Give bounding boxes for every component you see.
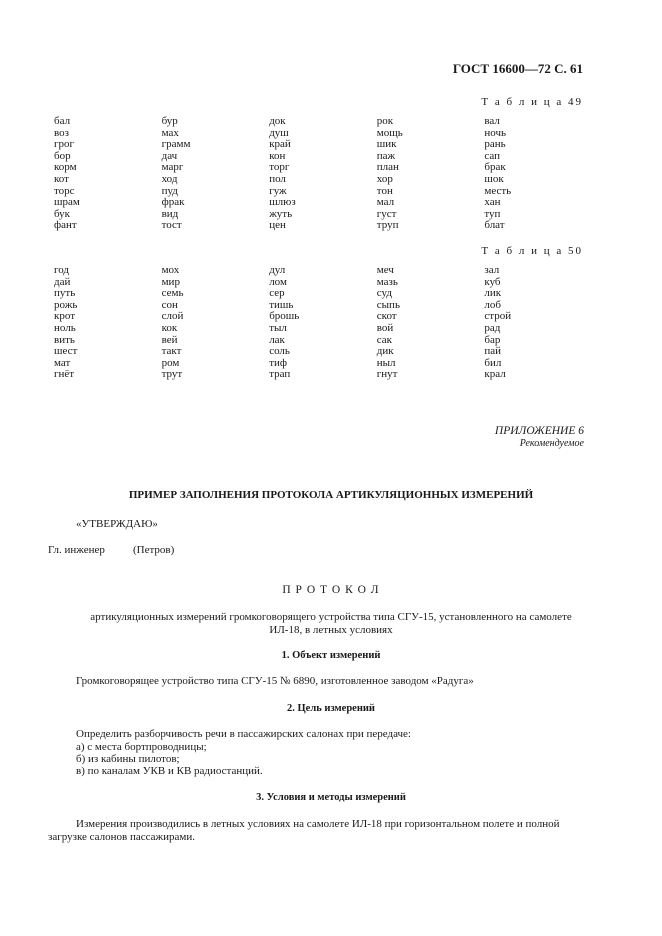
word-cell: сон bbox=[161, 298, 178, 311]
word-cell: ночь bbox=[484, 126, 507, 139]
word-cell: зал bbox=[484, 264, 500, 276]
word-cell: рань bbox=[484, 138, 506, 151]
word-cell: лоб bbox=[484, 298, 501, 311]
section-1-heading: 1. Объект измерений bbox=[281, 650, 381, 661]
word-cell: фант bbox=[54, 219, 77, 232]
word-cell: шест bbox=[54, 345, 78, 358]
table-row bbox=[54, 369, 594, 381]
word-cell: тост bbox=[161, 219, 182, 232]
table-row bbox=[54, 323, 594, 335]
word-cell: цен bbox=[269, 219, 286, 232]
table-row bbox=[54, 174, 594, 186]
engineer-label: Гл. инженер bbox=[48, 544, 105, 556]
word-cell: густ bbox=[376, 207, 397, 220]
word-cell: план bbox=[376, 161, 399, 174]
section-3-text-line1: Измерения производились в летных условиях на самолете ИЛ-18 при горизонтальном полете и полной bbox=[76, 818, 560, 830]
section-3-heading: 3. Условия и методы измерений bbox=[256, 792, 406, 803]
word-cell: бор bbox=[54, 149, 71, 162]
word-cell: кок bbox=[161, 321, 178, 334]
word-cell: гнут bbox=[376, 368, 398, 381]
word-cell: соль bbox=[269, 345, 290, 358]
word-cell: труп bbox=[376, 219, 399, 232]
table-49-caption: Т а б л и ц а 49 bbox=[481, 96, 583, 108]
word-cell: шрам bbox=[54, 196, 80, 209]
table-row bbox=[54, 128, 594, 140]
word-cell: строй bbox=[484, 310, 512, 323]
word-cell: шок bbox=[484, 172, 504, 185]
table-row bbox=[54, 277, 594, 289]
word-cell: ход bbox=[161, 172, 178, 185]
word-cell: мох bbox=[161, 264, 180, 276]
word-cell: марг bbox=[161, 161, 184, 174]
table-row bbox=[54, 335, 594, 347]
word-cell: тыл bbox=[269, 321, 287, 334]
section-3-text-line2: загрузке салонов пассажирами. bbox=[48, 831, 195, 843]
word-cell: лом bbox=[269, 275, 287, 288]
table-row bbox=[54, 151, 594, 163]
table-row bbox=[54, 265, 594, 277]
word-cell: год bbox=[54, 264, 70, 276]
word-cell: док bbox=[269, 115, 286, 127]
word-cell: вей bbox=[161, 333, 178, 346]
word-cell: туп bbox=[484, 207, 501, 220]
list-item: б) из кабины пилотов; bbox=[76, 753, 180, 765]
word-cell: брошь bbox=[269, 310, 300, 323]
section-2-intro: Определить разборчивость речи в пассажирских салонах при передаче: bbox=[76, 728, 411, 740]
word-cell: торг bbox=[269, 161, 290, 174]
word-cell: хан bbox=[484, 196, 501, 209]
word-cell: сак bbox=[376, 333, 393, 346]
table-50 bbox=[54, 265, 594, 381]
list-item: в) по каналам УКВ и КВ радиостанций. bbox=[76, 765, 263, 777]
table-50-caption: Т а б л и ц а 50 bbox=[481, 245, 583, 257]
table-row bbox=[54, 116, 594, 128]
word-cell: мах bbox=[161, 126, 179, 139]
protocol-description-line1: артикуляционных измерений громкоговорящего устройства типа СГУ-15, установленного на самолете bbox=[90, 611, 572, 623]
word-cell: вид bbox=[161, 207, 179, 220]
word-cell: путь bbox=[54, 287, 76, 300]
word-cell: мал bbox=[376, 196, 395, 209]
table-row bbox=[54, 162, 594, 174]
word-cell: шик bbox=[376, 138, 397, 151]
word-cell: рок bbox=[376, 115, 394, 127]
word-cell: жуть bbox=[269, 207, 293, 220]
word-cell: слой bbox=[161, 310, 184, 323]
word-cell: ноль bbox=[54, 321, 76, 334]
table-49 bbox=[54, 116, 594, 232]
word-cell: сыпь bbox=[376, 298, 400, 311]
appendix-subtitle: Рекомендуемое bbox=[519, 438, 584, 449]
word-cell: такт bbox=[161, 345, 182, 358]
word-cell: бал bbox=[54, 115, 71, 127]
table-row bbox=[54, 358, 594, 370]
word-cell: трап bbox=[269, 368, 291, 381]
word-cell: бук bbox=[54, 207, 71, 220]
word-cell: тиф bbox=[269, 356, 288, 369]
table-row bbox=[54, 288, 594, 300]
table-row bbox=[54, 197, 594, 209]
word-cell: торс bbox=[54, 184, 75, 197]
word-cell: брак bbox=[484, 161, 506, 174]
word-cell: мощь bbox=[376, 126, 403, 139]
word-cell: шлюз bbox=[269, 196, 296, 209]
word-cell: кот bbox=[54, 172, 69, 185]
section-1-text: Громкоговорящее устройство типа СГУ-15 № 6890, изготовленное заводом «Радуга» bbox=[76, 675, 474, 687]
word-cell: грог bbox=[54, 138, 75, 151]
table-row bbox=[54, 186, 594, 198]
word-cell: сер bbox=[269, 287, 285, 300]
table-row bbox=[54, 209, 594, 221]
word-cell: вить bbox=[54, 333, 75, 346]
word-cell: трут bbox=[161, 368, 183, 381]
word-cell: вой bbox=[376, 321, 394, 334]
word-cell: бар bbox=[484, 333, 501, 346]
word-cell: суд bbox=[376, 287, 392, 300]
word-cell: бур bbox=[161, 115, 178, 127]
word-cell: кон bbox=[269, 149, 286, 162]
word-cell: паж bbox=[376, 149, 396, 162]
word-cell: сап bbox=[484, 149, 501, 162]
word-cell: бил bbox=[484, 356, 502, 369]
word-cell: пуд bbox=[161, 184, 178, 197]
word-cell: семь bbox=[161, 287, 184, 300]
table-row bbox=[54, 300, 594, 312]
word-cell: пол bbox=[269, 172, 286, 185]
word-cell: корм bbox=[54, 161, 77, 174]
section-2-heading: 2. Цель измерений bbox=[287, 703, 375, 714]
word-cell: блат bbox=[484, 219, 505, 232]
word-cell: грамм bbox=[161, 138, 191, 151]
word-cell: гнёт bbox=[54, 368, 75, 381]
word-cell: край bbox=[269, 138, 291, 151]
word-cell: мат bbox=[54, 356, 71, 369]
table-row bbox=[54, 311, 594, 323]
word-cell: гуж bbox=[269, 184, 287, 197]
word-cell: мазь bbox=[376, 275, 398, 288]
table-row bbox=[54, 139, 594, 151]
word-cell: тишь bbox=[269, 298, 294, 311]
main-title: ПРИМЕР ЗАПОЛНЕНИЯ ПРОТОКОЛА АРТИКУЛЯЦИОННЫХ ИЗМЕРЕНИЙ bbox=[128, 489, 534, 501]
word-cell: дул bbox=[269, 264, 286, 276]
table-row bbox=[54, 220, 594, 232]
approve-stamp: «УТВЕРЖДАЮ» bbox=[76, 518, 158, 530]
word-cell: крот bbox=[54, 310, 76, 323]
appendix-title: ПРИЛОЖЕНИЕ 6 bbox=[494, 425, 584, 437]
word-cell: воз bbox=[54, 126, 69, 139]
word-cell: душ bbox=[269, 126, 289, 139]
engineer-name: (Петров) bbox=[133, 544, 175, 556]
word-cell: дай bbox=[54, 275, 71, 288]
word-cell: ныл bbox=[376, 356, 396, 369]
word-cell: рад bbox=[484, 321, 501, 334]
word-cell: ром bbox=[161, 356, 180, 369]
word-cell: меч bbox=[376, 264, 394, 276]
word-cell: дик bbox=[376, 345, 394, 358]
table-row bbox=[54, 346, 594, 358]
page-header: ГОСТ 16600—72 С. 61 bbox=[452, 61, 583, 76]
protocol-title: П Р О Т О К О Л bbox=[282, 584, 380, 596]
word-cell: дач bbox=[161, 149, 178, 162]
word-cell: рожь bbox=[54, 298, 78, 311]
word-cell: хор bbox=[376, 172, 393, 185]
list-item: а) с места бортпроводницы; bbox=[76, 741, 207, 753]
word-cell: мир bbox=[161, 275, 180, 288]
word-cell: месть bbox=[484, 184, 512, 197]
protocol-description-line2: ИЛ-18, в летных условиях bbox=[269, 624, 393, 636]
word-cell: лик bbox=[484, 287, 502, 300]
word-cell: вал bbox=[484, 115, 500, 127]
word-cell: лак bbox=[269, 333, 285, 346]
word-cell: тон bbox=[376, 184, 393, 197]
word-cell: фрак bbox=[161, 196, 185, 209]
word-cell: пай bbox=[484, 345, 502, 358]
word-cell: крал bbox=[484, 368, 506, 381]
word-cell: скот bbox=[376, 310, 397, 323]
word-cell: куб bbox=[484, 275, 501, 288]
